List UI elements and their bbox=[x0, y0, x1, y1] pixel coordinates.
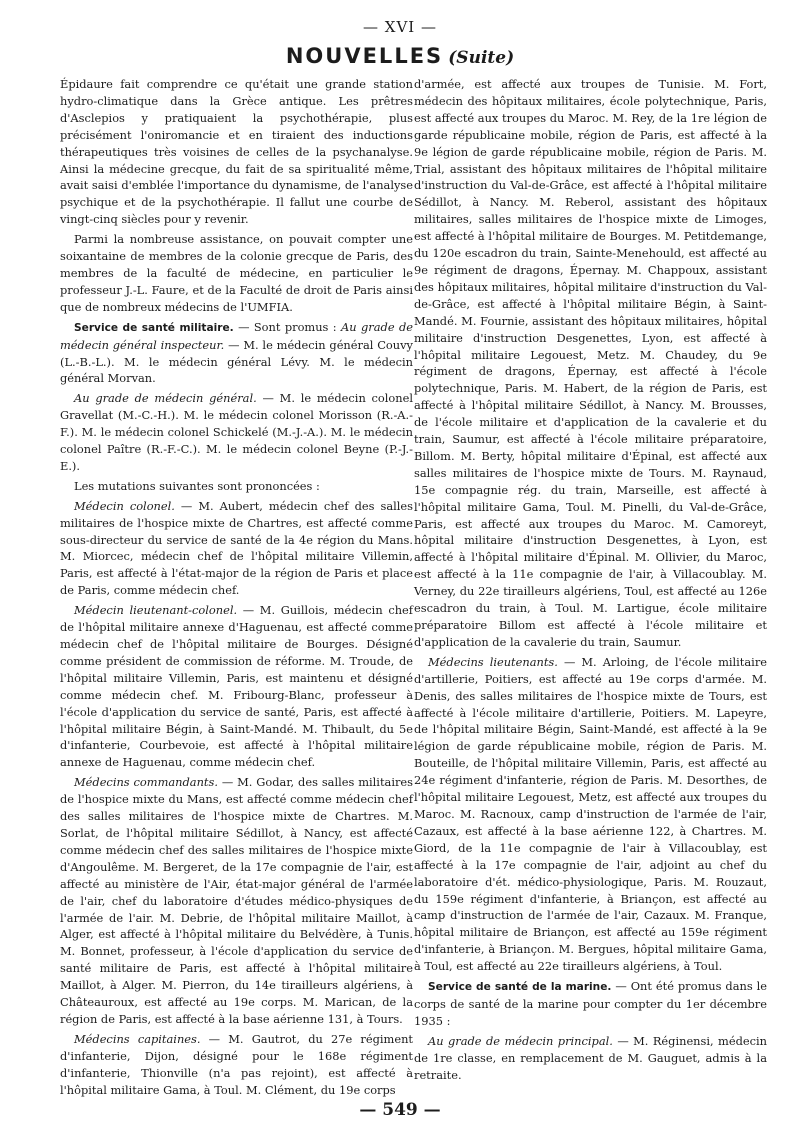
subheading: Médecin colonel. bbox=[74, 498, 175, 513]
page-number: — 549 — bbox=[359, 1100, 441, 1120]
text: — M. Aubert, médecin chef des salles militaires de l'hospice mixte de Chartres, est affecté comme sous-directeur du service de santé de la 4e région du Mans. M. Miorcec, médecin chef de l'hôpital militaire Villemin, Paris, est affecté à l'état-major de la région de Paris et place de Paris, comme médecin chef. bbox=[60, 498, 413, 598]
subheading: Médecins capitaines. bbox=[74, 1031, 201, 1046]
paragraph bbox=[60, 319, 413, 388]
paragraph bbox=[60, 1031, 413, 1099]
text: — M. Guillois, médecin chef de l'hôpital militaire annexe d'Haguenau, est affecté comme médecin chef de l'hôpital militaire de Bourges. Désigné comme président de commission de réforme. M. Troude, de l'hôpital militaire Villemin, Paris, est maintenu et désigné comme médecin chef. M. Fribourg-Blanc, professeur à l'école d'application du service de santé, Paris, est affecté à l'hôpital militaire Bégin, à Saint-Mandé. M. Thibault, du 5e d'infanterie, Courbevoie, est affecté à l'hôpital militaire annexe de Haguenau, comme médecin chef. bbox=[60, 603, 413, 770]
page-roman-numeral: — XVI — bbox=[363, 18, 437, 36]
left-column bbox=[60, 76, 413, 1101]
paragraph: d'armée, est affecté aux troupes de Tunisie. M. Fort, médecin des hôpitaux militaires, école polytechnique, Paris, est affecté aux troupes du Maroc. M. Rey, de la 1re légion de garde républicaine mobile, région de Paris, est affecté à la 9e légion de garde républicaine mobile, région de Paris. M. Trial, assistant des hôpitaux militaires de l'hôpital militaire d'instruction du Val-de-Grâce, est affecté à l'hôpital militaire Sédillot, à Nancy. M. Reberol, assistant des hôpitaux militaires, salles militaires de l'hospice mixte de Limoges, est affecté à l'hôpital militaire de Bourges. M. Petitdemange, du 120e escadron du train, Sainte-Menehould, est affecté au 9e régiment de dragons, Épernay. M. Chappoux, assistant des hôpitaux militaires, hôpital militaire d'instruction du Val-de-Grâce, est affecté à l'hôpital militaire Bégin, à Saint-Mandé. M. Fournie, assistant des hôpitaux militaires, hôpital militaire d'instruction Desgenettes, Lyon, est affecté à l'hôpital militaire Legouest, Metz. M. Chaudey, du 9e régiment de dragons, Épernay, est affecté à l'école polytechnique, Paris. M. Habert, de la région de Paris, est affecté à l'hôpital militaire Sédillot, à Nancy. M. Brousses, de l'école militaire et d'application de la cavalerie et du train, Saumur, est affecté à l'école militaire préparatoire, Billom. M. Berty, hôpital militaire d'Épinal, est affecté aux salles militaires de l'hospice mixte de Tours. M. Raynaud, 15e compagnie rég. du train, Marseille, est affecté à l'hôpital militaire Gama, Toul. M. Pinelli, du Val-de-Grâce, Paris, est affecté aux troupes du Maroc. M. Camoreyt, hôpital militaire d'instruction Desgenettes, à Lyon, est affecté à l'hôpital militaire d'Épinal. M. Ollivier, du Maroc, est affecté à la 11e compagnie de l'air, à Villacoublay. M. Verney, du 22e tirailleurs algériens, Toul, est affecté au 126e escadron du train, à Toul. M. Lartigue, école militaire préparatoire Billom est affecté à l'école militaire et d'application de la cavalerie du train, Saumur. bbox=[414, 77, 767, 649]
text: — Sont promus : bbox=[233, 319, 342, 334]
subheading: Médecin lieutenant-colonel. bbox=[74, 603, 238, 618]
title-sub: (Suite) bbox=[448, 48, 515, 68]
text: — M. le médecin général Couvy (L.-B.-L.). M. le médecin général Lévy. M. le médecin général Morvan. bbox=[60, 337, 413, 386]
text: — M. Godar, des salles militaires de l'hospice mixte du Mans, est affecté comme médecin chef des salles militaires de l'hospice mixte de Chartres. M. Sorlat, de l'hôpital militaire Sédillot, à Nancy, est affecté comme médecin chef des salles militaires de l'hospice mixte d'Angoulême. M. Bergeret, de la 17e compagnie de l'air, est affecté au ministère de l'Air, état-major général de l'armée de l'air, chef du laboratoire d'études médico-physiques de l'armée de l'air. M. Debrie, de l'hôpital militaire Maillot, à Alger, est affecté à l'hôpital militaire du Belvédère, à Tunis. M. Bonnet, professeur, à l'école d'application du service de santé militaire de Paris, est affecté à l'hôpital militaire Maillot, à Alger. M. Pierron, du 14e tirailleurs algériens, à Châteauroux, est affecté au 19e corps. M. Marican, de la région de Paris, est affecté à la base aérienne 131, à Tours. bbox=[60, 775, 413, 1026]
text: — M. Gautrot, du 27e régiment d'infanterie, Dijon, désigné pour le 168e régiment d'infanterie, Thionville (n'a pas rejoint), est affecté à l'hôpital militaire Gama, à Toul. M. Clément, du 19e corps bbox=[60, 1031, 413, 1097]
subheading: Au grade de médecin principal. bbox=[428, 1033, 613, 1048]
section-heading: Service de santé militaire. bbox=[74, 321, 234, 334]
subheading: Médecins commandants. bbox=[74, 775, 218, 790]
right-column bbox=[414, 76, 767, 1086]
paragraph bbox=[60, 774, 413, 1028]
paragraph bbox=[60, 498, 413, 599]
page-title bbox=[0, 44, 800, 68]
paragraph: Parmi la nombreuse assistance, on pouvait compter une soixantaine de membres de la colonie grecque de Paris, des membres de la faculté de médecine, en particulier le professeur J.-L. Faure, et de la Faculté de droit de Paris ainsi que de nombreux médecins de l'UMFIA. bbox=[60, 232, 413, 314]
paragraph bbox=[414, 978, 767, 1030]
subheading: Au grade de médecin général. bbox=[74, 391, 257, 406]
text: — M. Arloing, de l'école militaire d'artillerie, Poitiers, est affecté au 19e corps d'armée. M. Denis, des salles militaires de l'hospice mixte de Tours, est affecté à l'école militaire d'artillerie, Poitiers. M. Lapeyre, de l'hôpital militaire Bégin, Saint-Mandé, est affecté à la 9e légion de garde républicaine mobile, région de Paris. M. Bouteille, de l'hôpital militaire Villemin, Paris, est affecté au 24e régiment d'infanterie, région de Paris. M. Desorthes, de l'hôpital militaire Legouest, Metz, est affecté aux troupes du Maroc. M. Racnoux, camp d'instruction de l'armée de l'air, Cazaux, est affecté à la base aérienne 122, à Chartres. M. Giord, de la 11e compagnie de l'air à Villacoublay, est affecté à la 17e compagnie de l'air, adjoint au chef du laboratoire d'ét. médico-physiologique, Paris. M. Rouzaut, du 159e régiment d'infanterie, à Briançon, est affecté au camp d'instruction de l'armée de l'air, Cazaux. M. Franque, hôpital militaire de Briançon, est affecté au 159e régiment d'infanterie, à Briançon. M. Bergues, hôpital militaire Gama, à Toul, est affecté au 22e tirailleurs algériens, à Toul. bbox=[414, 654, 768, 974]
text: — M. Réginensi, médecin de 1re classe, en remplacement de M. Gauguet, admis à la retraite. bbox=[414, 1033, 767, 1082]
text: — Ont été promus dans le corps de santé de la marine pour compter du 1er décembre 1935 : bbox=[414, 979, 767, 1028]
subheading: Médecins lieutenants. bbox=[428, 654, 558, 669]
paragraph bbox=[60, 390, 413, 475]
subheading: Au grade de médecin général inspecteur. bbox=[60, 319, 413, 352]
paragraph bbox=[60, 602, 413, 771]
title-main: NOUVELLES bbox=[285, 44, 444, 68]
paragraph: Les mutations suivantes sont prononcées : bbox=[74, 478, 320, 493]
section-heading: Service de santé de la marine. bbox=[428, 981, 612, 994]
text: — M. le médecin colonel Gravellat (M.-C.-H.). M. le médecin colonel Morisson (R.-A.-F.). M. le médecin colonel Schickelé (M.-J.-A.). M. le médecin colonel Paître (R.-F.-C.). M. le médecin colonel Beyne (P.-J.-E.). bbox=[60, 391, 413, 473]
paragraph bbox=[414, 1033, 767, 1084]
paragraph bbox=[414, 654, 767, 975]
paragraph: Épidaure fait comprendre ce qu'était une grande station hydro-climatique dans la Grèce antique. Les prêtres d'Asclepios y pratiquaient la psychothérapie, plus précisément l'oniromancie et en tiraient des inductions thérapeutiques très voisines de celles de la psychanalyse. Ainsi la médecine grecque, du fait de sa spiritualité même, avait saisi d'emblée l'importance du dynamisme, de l'analyse psychique et de la psychothérapie. Il fallut une courbe de vingt-cinq siècles pour y revenir. bbox=[60, 77, 413, 227]
